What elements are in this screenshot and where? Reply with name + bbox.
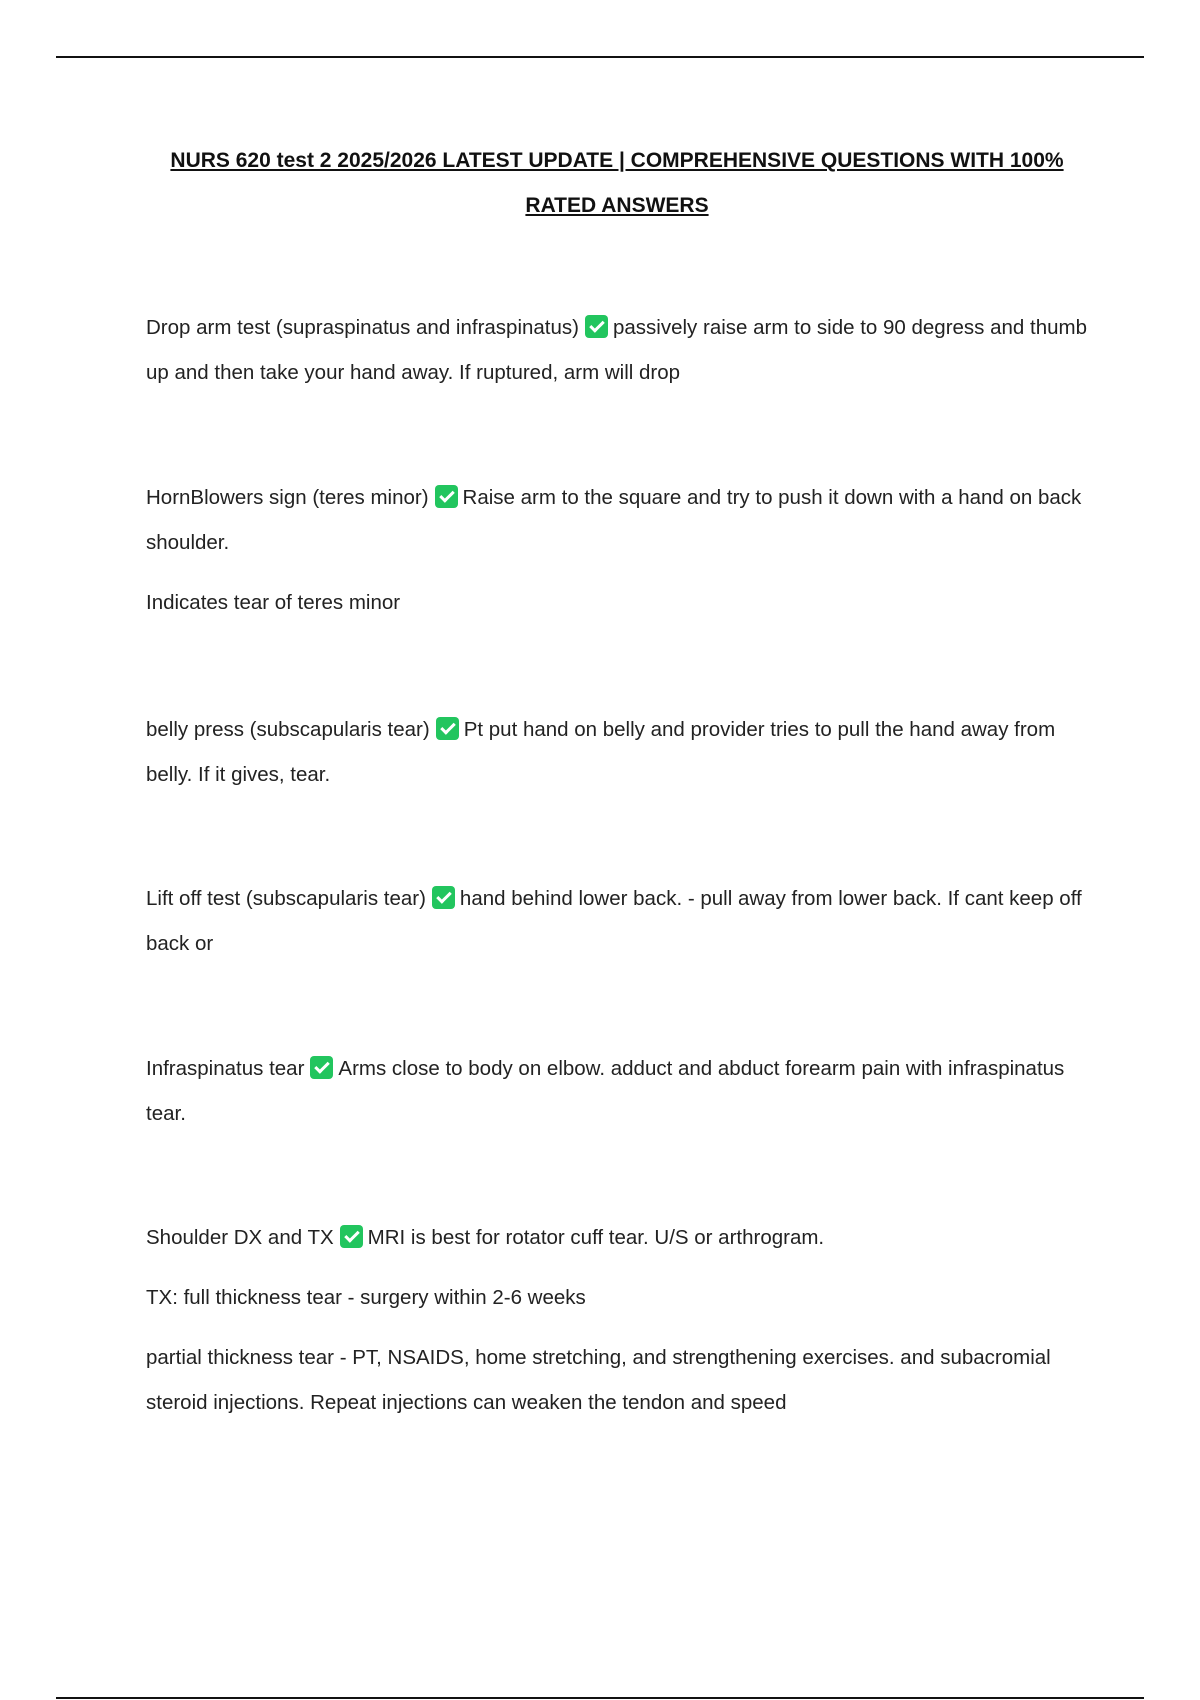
bottom-divider	[56, 1697, 1144, 1699]
qa-paragraph	[146, 876, 1096, 966]
qa-term: Drop arm test (supraspinatus and infraspinatus)	[146, 316, 579, 339]
check-icon	[432, 886, 455, 909]
qa-answer: Pt put hand on belly and provider tries to pull the hand away from belly. If it gives, tear.	[146, 718, 1056, 786]
qa-item	[146, 707, 1096, 797]
qa-term: Infraspinatus tear	[146, 1057, 305, 1080]
check-icon	[310, 1056, 333, 1079]
qa-paragraph	[146, 1215, 1096, 1260]
qa-extra: Indicates tear of teres minor	[146, 591, 401, 614]
qa-answer: hand behind lower back. - pull away from lower back. If cant keep off back or	[146, 887, 1082, 955]
qa-term: Shoulder DX and TX	[146, 1226, 334, 1249]
qa-extra: TX: full thickness tear - surgery within 2-6 weeks	[146, 1286, 586, 1309]
qa-answer: Arms close to body on elbow. adduct and abduct forearm pain with infraspinatus tear.	[146, 1057, 1065, 1125]
qa-term: HornBlowers sign (teres minor)	[146, 486, 429, 509]
qa-answer: passively raise arm to side to 90 degress and thumb up and then take your hand away. If ruptured, arm will drop	[146, 316, 1088, 384]
qa-paragraph	[146, 475, 1096, 565]
qa-item	[146, 475, 1096, 625]
check-icon	[435, 485, 458, 508]
qa-paragraph	[146, 305, 1096, 395]
document-title: NURS 620 test 2 2025/2026 LATEST UPDATE | COMPREHENSIVE QUESTIONS WITH 100% RATED ANSWERS	[170, 149, 1064, 217]
qa-item	[146, 1046, 1096, 1136]
qa-answer: MRI is best for rotator cuff tear. U/S or arthrogram.	[367, 1226, 825, 1249]
top-divider	[56, 56, 1144, 58]
qa-extra: partial thickness tear - PT, NSAIDS, home stretching, and strengthening exercises. and subacromial steroid injections. Repeat injections can weaken the tendon and speed	[146, 1346, 1051, 1414]
qa-term: belly press (subscapularis tear)	[146, 718, 430, 741]
qa-paragraph	[146, 1046, 1096, 1136]
check-icon	[585, 315, 608, 338]
qa-item	[146, 1215, 1096, 1425]
qa-paragraph	[146, 707, 1096, 797]
qa-answer: Raise arm to the square and try to push it down with a hand on back shoulder.	[146, 486, 1082, 554]
qa-item	[146, 876, 1096, 966]
check-icon	[340, 1225, 363, 1248]
qa-term: Lift off test (subscapularis tear)	[146, 887, 426, 910]
qa-item	[146, 305, 1096, 395]
check-icon	[436, 717, 459, 740]
